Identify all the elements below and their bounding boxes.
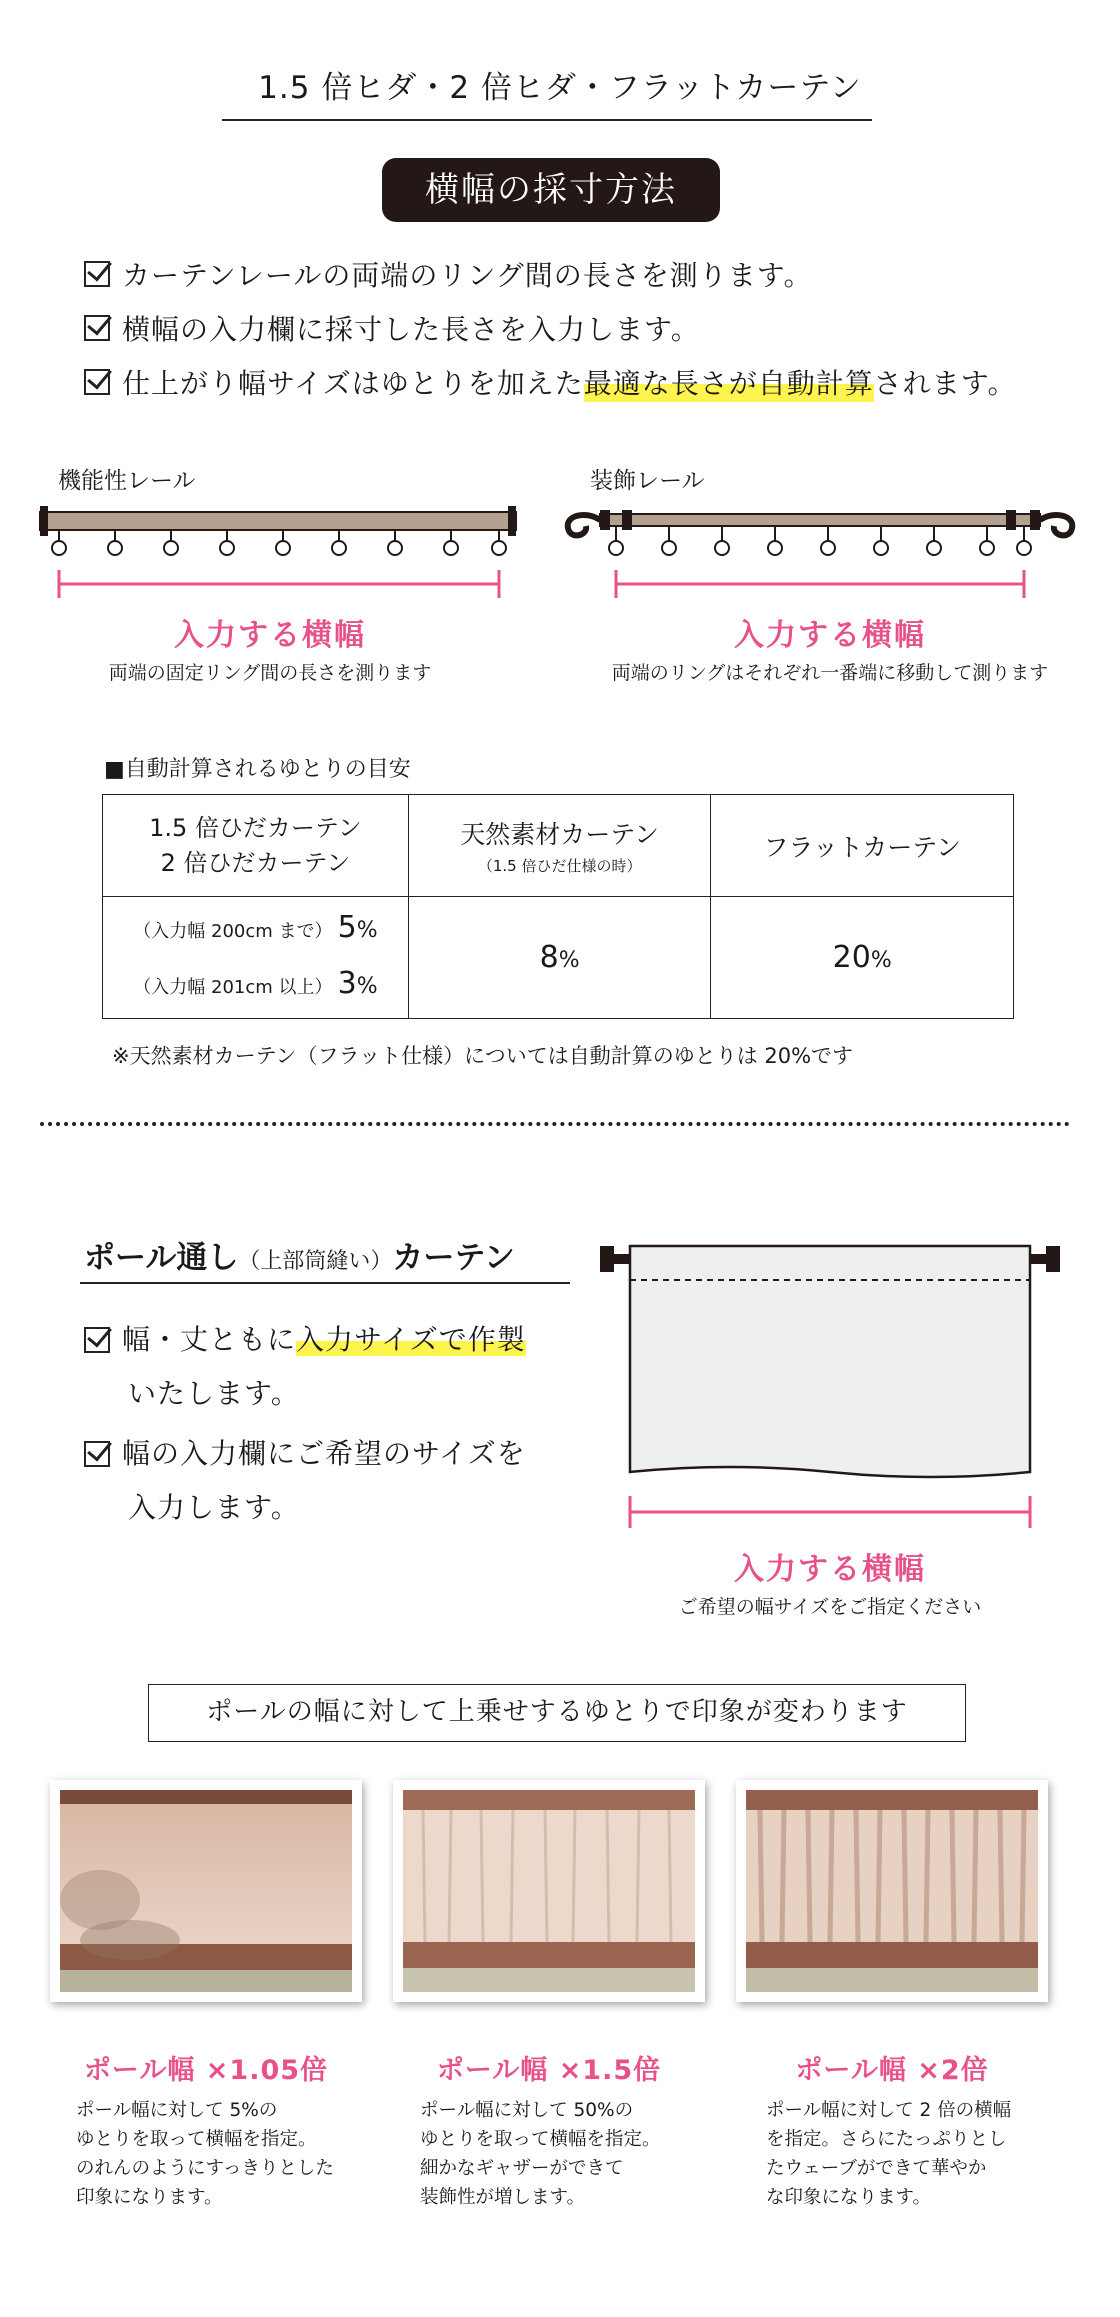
decorative-caption: 両端のリングはそれぞれ一番端に移動して測ります [611, 662, 1049, 684]
natural-value: 8% [408, 897, 711, 1019]
pole-caption: ご希望の幅サイズをご指定ください [678, 1596, 982, 1618]
page-title: 1.5 倍ヒダ・2 倍ヒダ・フラットカーテン [258, 70, 862, 106]
example-body-1: ポール幅に対して 5%の ゆとりを取って横幅を指定。 のれんのようにすっきりとした 印象になります。 [76, 2100, 334, 2208]
pole-check-1: 幅・丈ともに入力サイズで作製 [84, 1318, 526, 1358]
curtain-photo-image [746, 1790, 1038, 1992]
header-flat: フラットカーテン [711, 795, 1014, 897]
header-pleat: 1.5 倍ひだカーテン 2 倍ひだカーテン [103, 795, 409, 897]
pole-measure-label: 入力する横幅 [734, 1552, 926, 1587]
pole-check-2: 幅の入力欄にご希望のサイズを [84, 1432, 526, 1472]
decorative-rail-diagram [560, 498, 1080, 608]
curtain-photo-image [403, 1790, 695, 1992]
checklist-item-3: 仕上がり幅サイズはゆとりを加えた 最適な長さが自動計算 されます。 [84, 362, 1017, 402]
allowance-note: ※天然素材カーテン（フラット仕様）については自動計算のゆとりは 20%です [112, 1044, 854, 1068]
curtain-photo-image [60, 1790, 352, 1992]
decorative-rail-label: 装飾レール [590, 468, 705, 494]
allowance-heading: ■自動計算されるゆとりの目安 [104, 757, 411, 782]
example-body-2: ポール幅に対して 50%の ゆとりを取って横幅を指定。 細かなギャザーができて 装飾性が増します。 [420, 2100, 661, 2208]
functional-measure-label: 入力する横幅 [174, 618, 366, 653]
pleat-values: （入力幅 200cm まで） 5% （入力幅 201cm 以上） 3% [103, 897, 409, 1019]
example-photo-3 [736, 1780, 1048, 2002]
checkbox-icon [84, 369, 110, 395]
checklist-item-1: カーテンレールの両端のリング間の長さを測ります。 [84, 254, 813, 294]
example-title-2: ポール幅 ×1.5倍 [436, 2055, 662, 2086]
pole-curtain-diagram [600, 1232, 1060, 1552]
pole-title-underline [80, 1282, 570, 1284]
decorative-measure-label: 入力する横幅 [734, 618, 926, 653]
checklist-item-2: 横幅の入力欄に採寸した長さを入力します。 [84, 308, 700, 348]
checkbox-icon [84, 261, 110, 287]
example-title-1: ポール幅 ×1.05倍 [83, 2055, 329, 2086]
flat-value: 20% [711, 897, 1014, 1019]
allowance-table [102, 794, 1014, 1019]
functional-caption: 両端の固定リング間の長さを測ります [108, 662, 432, 684]
functional-rail-label: 機能性レール [58, 468, 196, 494]
section-divider [40, 1122, 1070, 1126]
header-natural: 天然素材カーテン （1.5 倍ひだ仕様の時） [408, 795, 711, 897]
example-title-3: ポール幅 ×2倍 [795, 2055, 989, 2086]
highlight-text: 入力サイズで作製 [296, 1323, 526, 1356]
pole-section-title: ポール通し（上部筒縫い）カーテン [84, 1240, 515, 1276]
pleat-a-value: 5 [337, 909, 357, 945]
example-body-3: ポール幅に対して 2 倍の横幅 を指定。さらにたっぷりとし たウェーブができて華やか な印象になります。 [766, 2100, 1012, 2208]
checkbox-icon [84, 1327, 110, 1353]
checkbox-icon [84, 1441, 110, 1467]
example-photo-1 [50, 1780, 362, 2002]
pole-check-2-line2: 入力します。 [128, 1491, 300, 1524]
highlight-text: 最適な長さが自動計算 [584, 362, 874, 402]
checkbox-icon [84, 315, 110, 341]
example-photo-2 [393, 1780, 705, 2002]
examples-heading: ポールの幅に対して上乗せするゆとりで印象が変わります [148, 1684, 966, 1742]
title-underline [222, 119, 872, 121]
functional-rail-diagram [30, 498, 530, 608]
section-label: 横幅の採寸方法 [382, 158, 720, 222]
pole-check-1-line2: いたします。 [128, 1377, 300, 1410]
pleat-b-value: 3 [337, 965, 357, 1001]
